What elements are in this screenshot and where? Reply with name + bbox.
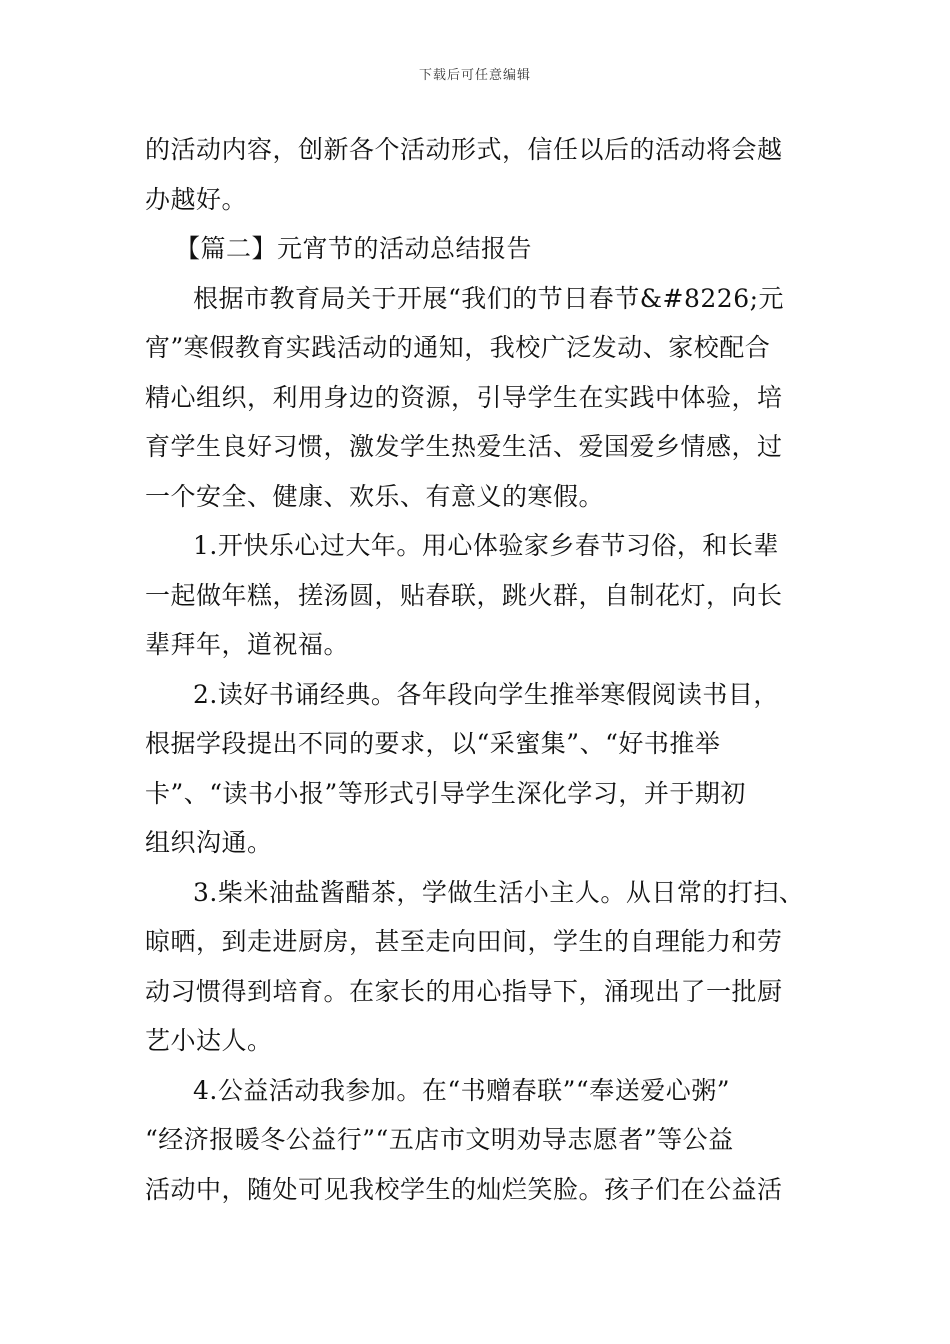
text-line: 辈拜年，道祝福。 (145, 630, 350, 659)
page-header: 下载后可任意编辑 (418, 68, 531, 83)
section-heading: 【篇二】元宵节的活动总结报告 (175, 234, 533, 263)
list-item-1: 1.开快乐心过大年。用心体验家乡春节习俗，和长辈 (193, 531, 779, 560)
text-line: 的活动内容，创新各个活动形式，信任以后的活动将会越 (145, 135, 783, 164)
list-item-3: 3.柴米油盐酱醋茶，学做生活小主人。从日常的打扫、 (193, 877, 805, 907)
text-line: 艺小达人。 (145, 1026, 273, 1055)
text-line: 活动中，随处可见我校学生的灿烂笑脸。孩子们在公益活 (145, 1174, 783, 1204)
text-line: 一起做年糕，搓汤圆，贴春联，跳火群，自制花灯，向长 (145, 580, 783, 610)
text-line: 根据市教育局关于开展“我们的节日春节&#8226;元 (193, 283, 785, 313)
text-line: 办越好。 (145, 184, 248, 214)
text-line: 根据学段提出不同的要求，以“采蜜集”、“好书推举 (145, 729, 721, 758)
list-item-2: 2.读好书诵经典。各年段向学生推举寒假阅读书目， (193, 679, 779, 709)
text-line: 晾晒，到走进厨房，甚至走向田间，学生的自理能力和劳 (145, 927, 783, 956)
text-line: 宵”寒假教育实践活动的通知，我校广泛发动、家校配合 (145, 333, 771, 362)
text-line: 动习惯得到培育。在家长的用心指导下，涌现出了一批厨 (145, 976, 783, 1006)
text-line: 组织沟通。 (145, 828, 273, 857)
text-line: 一个安全、健康、欢乐、有意义的寒假。 (145, 481, 605, 511)
document-body (145, 125, 810, 1214)
text-line: 卡”、“读书小报”等形式引导学生深化学习，并于期初 (145, 778, 746, 808)
text-line: 精心组织，利用身边的资源，引导学生在实践中体验，培 (145, 382, 783, 412)
text-line: 育学生良好习惯，激发学生热爱生活、爱国爱乡情感，过 (145, 432, 783, 461)
text-line: “经济报暖冬公益行”“五店市文明劝导志愿者”等公益 (145, 1125, 734, 1154)
list-item-4: 4.公益活动我参加。在“书赠春联”“奉送爱心粥” (193, 1075, 730, 1105)
